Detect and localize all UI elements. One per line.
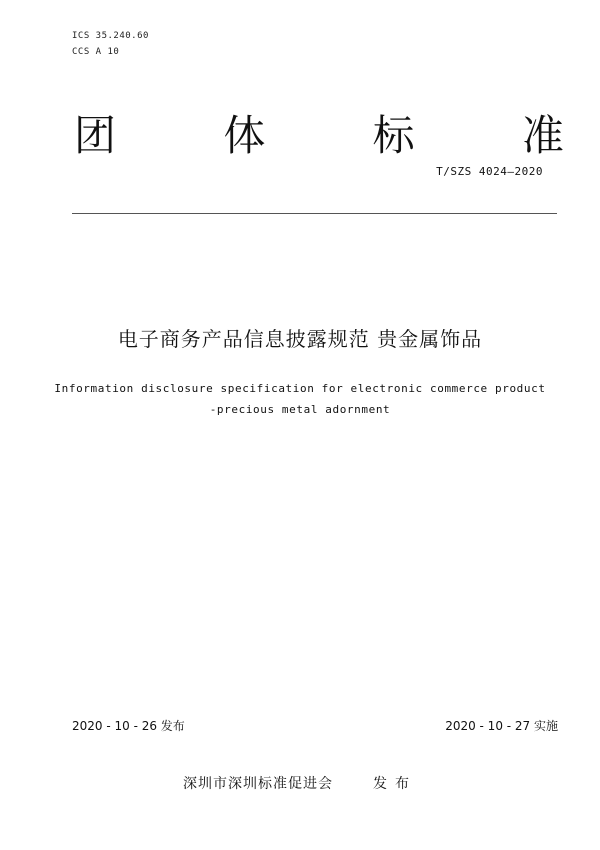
doc-type-char: 体 [223,111,266,160]
publish-label: 发布 [373,776,417,792]
document-type-heading [74,105,564,161]
doc-type-char: 标 [372,111,415,160]
title-english-line-2: -precious metal adornment [209,403,391,416]
publisher-name: 深圳市深圳标准促进会 [183,776,333,792]
ccs-code: CCS A 10 [72,47,120,57]
title-english-line-1: Information disclosure specification for electronic commerce product [54,382,546,395]
implementation-date: 2020 - 10 - 27 实施 [445,719,558,733]
title-english [40,378,560,420]
standard-number: T/SZS 4024—2020 [436,165,543,178]
header-divider [72,213,557,214]
ics-code: ICS 35.240.60 [72,31,149,41]
doc-type-char: 团 [74,111,117,160]
publisher [0,773,600,793]
title-chinese: 电子商务产品信息披露规范 贵金属饰品 [117,327,483,351]
doc-type-char: 准 [521,111,564,160]
issue-date: 2020 - 10 - 26 发布 [72,719,185,733]
